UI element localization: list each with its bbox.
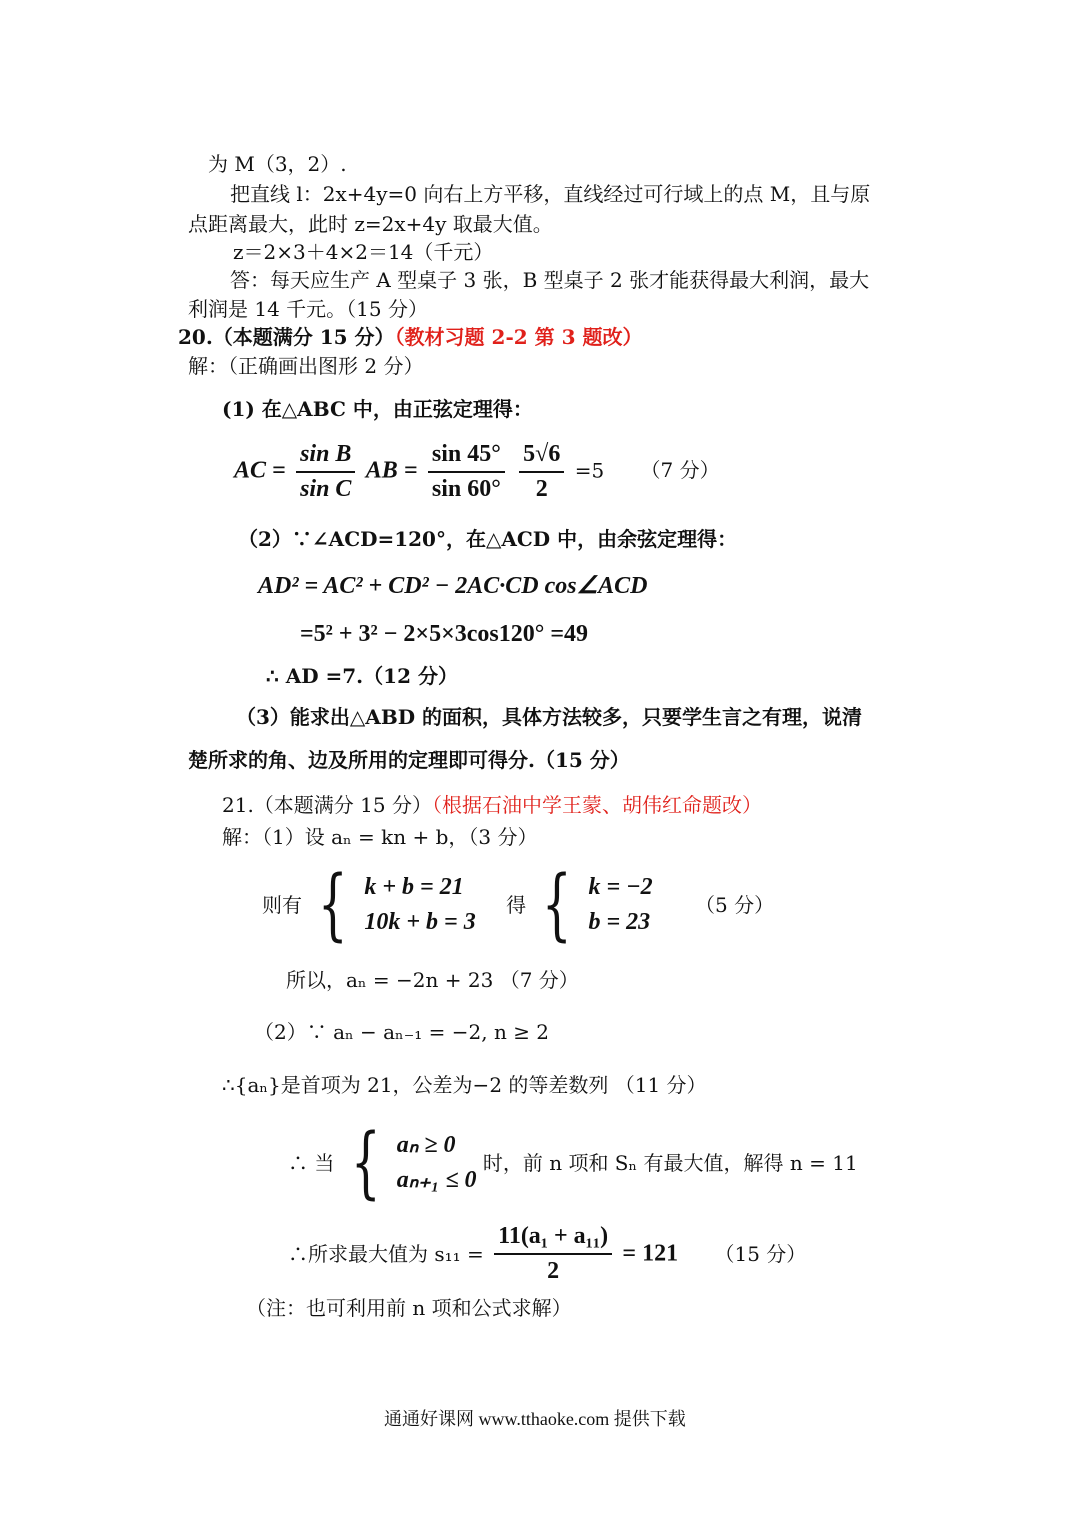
q20-eq2: AD² = AC² + CD² − 2AC·CD cos∠ACD [258, 573, 648, 599]
q21-system-3: aₙ ≥ 0 aₙ₊₁ ≤ 0 [396, 1132, 477, 1193]
q20-part3-a: （3）能求出△ABD 的面积，具体方法较多，只要学生言之有理，说清 [236, 705, 863, 729]
q20-eq1-mid: AB = [365, 457, 418, 484]
q21-line-4: （2）∵ aₙ − aₙ₋₁ = −2, n ≥ 2 [254, 1020, 550, 1044]
q20-eq4: ∴ AD =7.（12 分） [266, 664, 458, 688]
q20-eq1-result: =5 [574, 458, 605, 483]
p19-line-5: 答：每天应生产 A 型桌子 3 张，B 型桌子 2 张才能获得最大利润，最大 [230, 268, 870, 292]
q21-systems-pre: 则有 [262, 893, 302, 917]
p19-line-1: 为 M（3，2）. [208, 152, 347, 176]
q21-line-1: 解：（1）设 aₙ = kn + b，（3 分） [222, 825, 538, 849]
q21-max-frac: $\frac{\text{11(a₁ + a₁₁)}}{2}$ [494, 1222, 612, 1286]
q20-eq1-frac2: $\frac{\sin 45^\circ}{\sin 60^\circ}$ [428, 440, 505, 504]
q20-eq1-frac1: $\frac{\text{sin B}}{\text{sin C}}$ [296, 440, 355, 504]
q21-max-pre: ∴所求最大值为 s₁₁ = [288, 1241, 484, 1266]
left-brace-icon: { [350, 1118, 381, 1208]
q20-eq1-score: （7 分） [640, 458, 720, 483]
q21-max-result: = 121 [622, 1240, 679, 1267]
left-brace-icon: { [542, 860, 573, 950]
q21-system-1: k + b = 21 10k + b = 3 [364, 874, 476, 935]
q21-system-2: k = −2 b = 23 [588, 874, 653, 935]
q20-eq1-lhs: AC = [234, 457, 286, 484]
q20-source: （教材习题 2-2 第 3 题改） [394, 325, 643, 349]
q21-condition [288, 1118, 858, 1208]
q21-max-value [288, 1222, 806, 1286]
q20-eq1-frac3: $\frac{5√6}{2}$ [519, 440, 564, 504]
q20-part2: （2）∵∠ACD=120°，在△ACD 中，由余弦定理得： [238, 527, 738, 551]
q21-condition-post: 时，前 n 项和 Sₙ 有最大值，解得 n = 11 [482, 1151, 858, 1175]
p19-line-3: 点距离最大，此时 z=2x+4y 取最大值。 [188, 212, 553, 236]
q20-intro: 解：（正确画出图形 2 分） [188, 354, 424, 378]
p19-line-4: z＝2×3＋4×2＝14（千元） [233, 240, 494, 264]
q20-part3-b: 楚所求的角、边及所用的定理即可得分.（15 分） [188, 748, 630, 772]
q21-source: （根据石油中学王蒙、胡伟红命题改） [431, 793, 762, 817]
q21-condition-pre: ∴ 当 [288, 1151, 335, 1175]
q20-heading [178, 325, 642, 349]
page-footer: 通通好课网 www.tthaoke.com 提供下载 [384, 1409, 686, 1429]
p19-line-6: 利润是 14 千元。（15 分） [188, 297, 428, 321]
p19-line-2: 把直线 l：2x+4y=0 向右上方平移，直线经过可行域上的点 M，且与原 [230, 182, 871, 206]
q21-systems [262, 860, 775, 950]
q21-systems-score: （5 分） [695, 893, 775, 917]
q20-eq1 [234, 440, 720, 504]
q20-head: 20.（本题满分 15 分） [178, 325, 395, 349]
q20-part1: (1) 在△ABC 中，由正弦定理得： [222, 397, 533, 421]
q21-systems-mid: 得 [506, 893, 527, 917]
left-brace-icon: { [318, 860, 349, 950]
q20-eq3: =5² + 3² − 2×5×3cos120° =49 [300, 621, 589, 647]
q21-heading [222, 793, 762, 817]
q21-note: （注：也可利用前 n 项和公式求解） [246, 1296, 572, 1320]
q21-head: 21.（本题满分 15 分） [222, 793, 432, 817]
q21-line-5: ∴{aₙ}是首项为 21，公差为−2 的等差数列 （11 分） [222, 1073, 707, 1097]
q21-max-score: （15 分） [714, 1241, 807, 1266]
q21-line-3: 所以，aₙ = −2n + 23 （7 分） [286, 968, 579, 992]
